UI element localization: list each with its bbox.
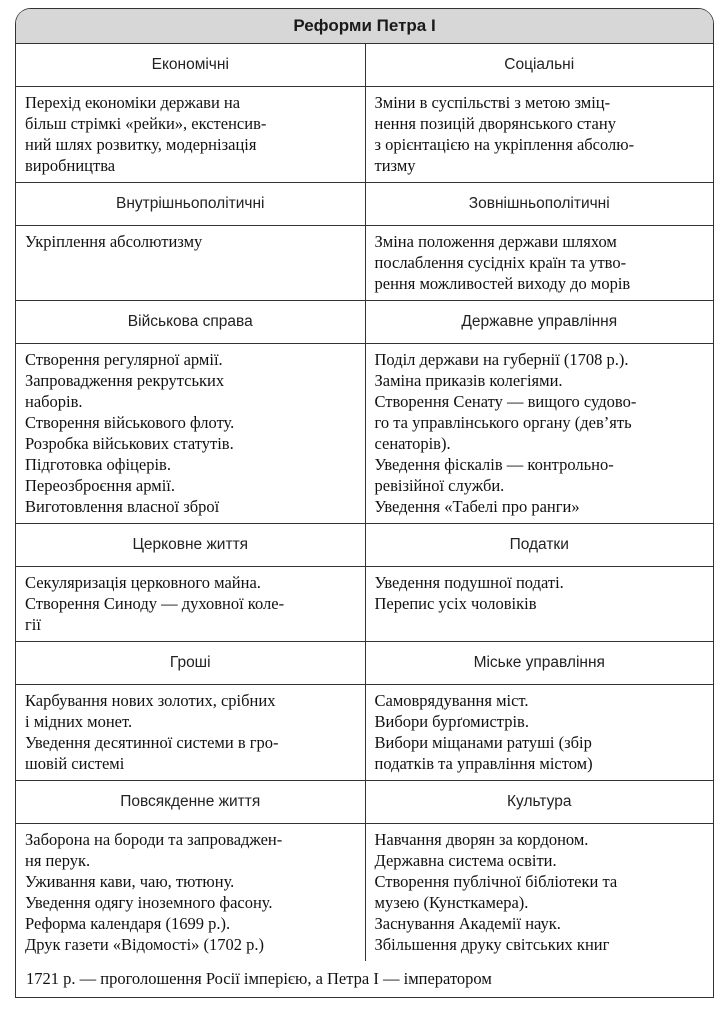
category-content-row <box>16 685 713 781</box>
content-line: Зміни в суспільстві з метою зміц- <box>374 93 611 112</box>
content-line: Створення Синоду — духовної коле- <box>25 594 285 613</box>
category-content-row <box>16 344 713 524</box>
content-line: Укріплення абсолютизму <box>25 232 203 251</box>
content-line: Створення регулярної армії. <box>25 350 223 369</box>
content-line: Заснування Академії наук. <box>374 914 561 933</box>
category-header: Внутрішньополітичні <box>116 195 265 212</box>
category-content-row <box>16 87 713 183</box>
category-header-row <box>16 301 713 344</box>
content-line: Переозброєння армії. <box>25 476 175 495</box>
category-header-row <box>16 642 713 685</box>
content-line: Вибори міщанами ратуші (збір <box>374 733 592 752</box>
category-header: Податки <box>365 524 714 566</box>
content-line: го та управлінського органу (дев’ять <box>374 413 632 432</box>
category-content <box>365 226 714 300</box>
content-line: сенаторів). <box>374 434 451 453</box>
reforms-table <box>15 8 714 998</box>
content-line: Поділ держави на губернії (1708 р.). <box>374 350 629 369</box>
category-content <box>16 567 365 641</box>
content-line: Створення Сенату — вищого судово- <box>374 392 637 411</box>
category-content <box>365 567 714 641</box>
content-line: ний шлях розвитку, модернізація <box>25 135 257 154</box>
content-line: ревізійної служби. <box>374 476 505 495</box>
content-line: Уведення одягу іноземного фасону. <box>25 893 273 912</box>
category-header-row <box>16 183 713 226</box>
content-line: Заміна приказів колегіями. <box>374 371 563 390</box>
category-header: Соціальні <box>365 44 714 86</box>
content-line: Збільшення друку світських книг <box>374 935 610 954</box>
category-header: Міське управління <box>365 642 714 684</box>
content-line: і мідних монет. <box>25 712 133 731</box>
table-rows <box>16 44 713 961</box>
content-line: з орієнтацією на укріплення абсолю- <box>374 135 635 154</box>
content-line: Уживання кави, чаю, тютюну. <box>25 872 235 891</box>
content-line: Навчання дворян за кордоном. <box>374 830 589 849</box>
content-line: Розробка військових статутів. <box>25 434 234 453</box>
content-line: Перехід економіки держави на <box>25 93 241 112</box>
content-line: Запровадження рекрутських <box>25 371 225 390</box>
content-line: Створення публічної бібліотеки та <box>374 872 618 891</box>
category-content-row <box>16 567 713 642</box>
content-line: ня перук. <box>25 851 91 870</box>
category-header: Гроші <box>169 654 211 671</box>
content-line: Уведення фіскалів — контрольно- <box>374 455 614 474</box>
content-line: тизму <box>374 156 416 175</box>
content-line: Перепис усіх чоловіків <box>374 594 537 613</box>
content-line: Друк газети «Відомості» (1702 р.) <box>25 935 265 954</box>
content-line: Уведення подушної податі. <box>374 573 564 592</box>
content-line: Уведення «Табелі про ранги» <box>374 497 580 516</box>
content-line: Зміна положення держави шляхом <box>374 232 617 251</box>
content-line: Секуляризація церковного майна. <box>25 573 261 592</box>
category-content <box>16 824 365 961</box>
table-footer: 1721 р. — проголошення Росії імперією, а Петра I — імператором <box>26 969 492 988</box>
content-line: нення позицій дворянського стану <box>374 114 616 133</box>
content-line: музею (Кунсткамера). <box>374 893 529 912</box>
content-line: Створення військового флоту. <box>25 413 235 432</box>
category-header-row <box>16 781 713 824</box>
category-content <box>365 685 714 780</box>
content-line: шовій системі <box>25 754 125 773</box>
category-header: Військова справа <box>127 313 253 330</box>
content-line: Самоврядування міст. <box>374 691 529 710</box>
content-line: послаблення сусідніх країн та утво- <box>374 253 627 272</box>
category-content-row <box>16 226 713 301</box>
content-line: рення можливостей виходу до морів <box>374 274 631 293</box>
category-header: Повсякденне життя <box>120 793 261 810</box>
content-line: виробництва <box>25 156 116 175</box>
content-line: Вибори бурґомистрів. <box>374 712 529 731</box>
category-header: Економічні <box>151 56 229 73</box>
category-header-row <box>16 524 713 567</box>
content-line: Уведення десятинної системи в гро- <box>25 733 279 752</box>
category-header: Зовнішньополітичні <box>365 183 714 225</box>
category-content-row <box>16 824 713 961</box>
content-line: Заборона на бороди та запроваджен- <box>25 830 283 849</box>
content-line: Державна система освіти. <box>374 851 557 870</box>
category-content <box>16 685 365 780</box>
category-header: Державне управління <box>365 301 714 343</box>
category-header-row <box>16 44 713 87</box>
category-content <box>16 226 365 300</box>
category-header: Церковне життя <box>132 536 249 553</box>
category-content <box>365 344 714 523</box>
content-line: Реформа календаря (1699 р.). <box>25 914 231 933</box>
category-content <box>16 87 365 182</box>
category-content <box>365 824 714 961</box>
table-title: Реформи Петра I <box>16 9 713 44</box>
category-content <box>365 87 714 182</box>
category-header: Культура <box>365 781 714 823</box>
category-content <box>16 344 365 523</box>
content-line: податків та управління містом) <box>374 754 593 773</box>
content-line: Виготовлення власної зброї <box>25 497 220 516</box>
content-line: Підготовка офіцерів. <box>25 455 171 474</box>
content-line: наборів. <box>25 392 83 411</box>
content-line: Карбування нових золотих, срібних <box>25 691 276 710</box>
content-line: гії <box>25 615 41 634</box>
content-line: більш стрімкі «рейки», екстенсив- <box>25 114 267 133</box>
